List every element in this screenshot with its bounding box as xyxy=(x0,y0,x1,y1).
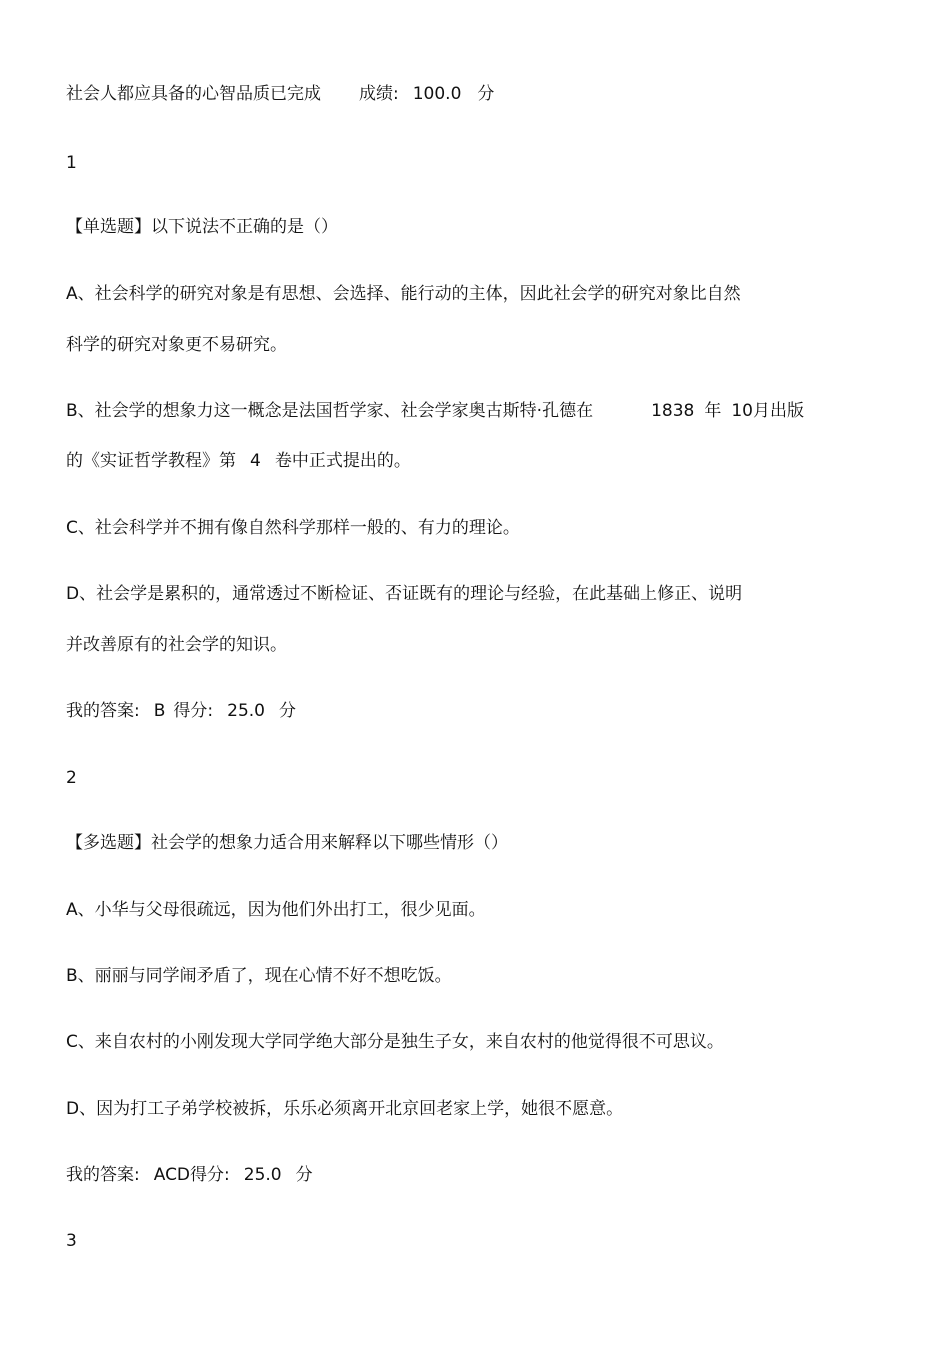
option-b-text: B、社会学的想象力这一概念是法国哲学家、社会学家奥古斯特·孔德在 xyxy=(66,401,594,421)
answer-line xyxy=(66,1163,313,1187)
option-b-line-2 xyxy=(66,449,411,473)
option-a: A、小华与父母很疏远，因为他们外出打工，很少见面。 xyxy=(66,900,486,920)
option-b-volume: 4 xyxy=(250,451,261,471)
option-c: C、社会科学并不拥有像自然科学那样一般的、有力的理论。 xyxy=(66,518,520,538)
option-b-line-1 xyxy=(66,399,804,423)
question-number: 3 xyxy=(66,1231,77,1251)
option-d: D、因为打工子弟学校被拆，乐乐必须离开北京回老家上学，她很不愿意。 xyxy=(66,1099,624,1119)
answer-value: ACD xyxy=(153,1165,191,1185)
question-prompt: 【单选题】以下说法不正确的是（） xyxy=(66,217,338,237)
option-b-month-unit: 月出版 xyxy=(752,401,804,421)
header-line xyxy=(66,82,494,106)
option-b-book: 的《实证哲学教程》第 xyxy=(66,451,236,471)
points-unit: 分 xyxy=(279,701,296,721)
option-b-month: 10 xyxy=(731,401,753,421)
option-b-year-unit: 年 xyxy=(704,401,722,421)
option-d-line-2: 并改善原有的社会学的知识。 xyxy=(66,635,287,655)
answer-value: B xyxy=(153,701,166,721)
option-a-line-1: A、社会科学的研究对象是有思想、会选择、能行动的主体，因此社会学的研究对象比自然 xyxy=(66,284,741,304)
option-d-line-1: D、社会学是累积的，通常透过不断检证、否证既有的理论与经验，在此基础上修正、说明 xyxy=(66,584,743,604)
option-a-line-2: 科学的研究对象更不易研究。 xyxy=(66,335,287,355)
points-unit: 分 xyxy=(295,1165,313,1185)
question-number: 2 xyxy=(66,768,77,788)
option-b-year: 1838 xyxy=(651,401,695,421)
points-value: 25.0 xyxy=(243,1165,282,1185)
question-number: 1 xyxy=(66,153,77,173)
option-b-ending: 卷中正式提出的。 xyxy=(274,451,411,471)
score-unit: 分 xyxy=(477,84,495,104)
answer-label: 我的答案: xyxy=(66,701,140,721)
score-label: 成绩: xyxy=(359,84,399,104)
page-title: 社会人都应具备的心智品质已完成 xyxy=(66,84,321,104)
option-c: C、来自农村的小刚发现大学同学绝大部分是独生子女，来自农村的他觉得很不可思议。 xyxy=(66,1032,724,1052)
answer-line xyxy=(66,699,296,723)
option-b: B、丽丽与同学闹矛盾了，现在心情不好不想吃饭。 xyxy=(66,966,452,986)
points-value: 25.0 xyxy=(227,701,265,721)
points-label: 得分: xyxy=(190,1165,230,1185)
answer-label: 我的答案: xyxy=(66,1165,140,1185)
points-label: 得分: xyxy=(173,701,214,721)
question-prompt: 【多选题】社会学的想象力适合用来解释以下哪些情形（） xyxy=(66,833,508,853)
score-value: 100.0 xyxy=(412,84,462,104)
